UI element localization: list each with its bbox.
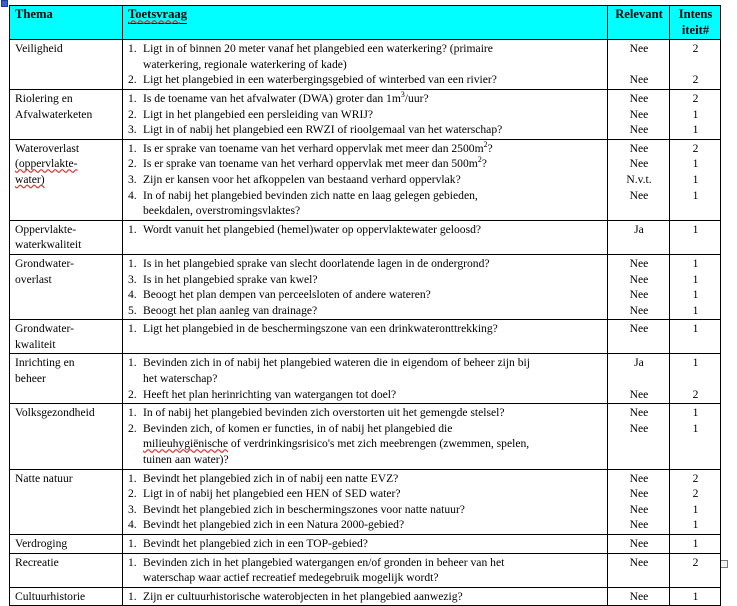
answer-relevant: Nee [629, 537, 649, 550]
answer-intensiteit: 1 [692, 157, 699, 171]
table-row [10, 354, 721, 404]
question-item [128, 156, 603, 172]
question-line: Is er sprake van toename van het verhard oppervlak met meer dan $2500m^2$? [143, 139, 493, 155]
answer-intensiteit: 2 [692, 73, 699, 87]
question-number: 1. [128, 256, 137, 270]
cell-thema [10, 404, 123, 469]
answer-intensiteit: 1 [692, 537, 699, 550]
question-line: Bevindt het plangebied zich in een TOP-gebied? [143, 537, 368, 550]
table-row [10, 254, 721, 319]
answer-relevant: Nee [629, 555, 649, 569]
question-number: 1. [128, 406, 137, 420]
cell-thema [10, 535, 123, 554]
question-number: 1. [128, 322, 137, 336]
question-number: 2. [128, 107, 137, 121]
question-line: Bevinden zich in het plangebied watergangen en/of gronden in beheer van het [143, 555, 505, 569]
question-item [128, 517, 603, 533]
question-line: Bevindt het plangebied zich in een Natura 2000-gebied? [143, 518, 405, 532]
cell-relevant [608, 254, 670, 319]
question-number: 1. [128, 91, 137, 105]
column-header-toetsvraag-label: Toetsvraag [128, 7, 187, 24]
question-line: waterkering, regionale waterkering of kade) [143, 57, 347, 71]
thema-line: kwaliteit [15, 337, 56, 351]
cell-relevant [608, 320, 670, 354]
cell-intensiteit [670, 320, 721, 354]
cell-intensiteit [670, 40, 721, 90]
cell-thema [10, 40, 123, 90]
cell-relevant [608, 553, 670, 587]
thema-line: Cultuurhistorie [15, 589, 86, 603]
question-line: tuinen aan water)? [143, 453, 229, 467]
answer-relevant: Nee [629, 42, 649, 56]
cell-intensiteit [670, 553, 721, 587]
question-line: Zijn er cultuurhistorische waterobjecten in het plangebied aanwezig? [143, 589, 463, 603]
answer-relevant: Nee [629, 502, 649, 516]
question-number: 4. [128, 518, 137, 532]
thema-line: Inrichting en [15, 356, 75, 370]
question-number: 2. [128, 387, 137, 401]
thema-line: Grondwater- [15, 256, 74, 270]
column-header-thema-label: Thema [15, 7, 53, 21]
question-item [128, 222, 603, 253]
thema-line: (oppervlakte- [15, 157, 78, 171]
answer-intensiteit: 2 [692, 387, 699, 401]
cell-toetsvraag [123, 587, 608, 606]
answer-relevant: Nee [629, 303, 649, 317]
cell-relevant [608, 354, 670, 404]
cell-relevant [608, 535, 670, 554]
answer-relevant: Nee [629, 188, 649, 202]
thema-line: Afvalwaterketen [15, 107, 93, 121]
thema-line: Recreatie [15, 555, 59, 569]
answer-relevant: Nee [629, 157, 649, 171]
question-line: In of nabij het plangebied bevinden zich natte en laag gelegen gebieden, [143, 188, 478, 202]
header-row [10, 6, 721, 40]
question-line: Bevindt het plangebied zich in beschermingszones voor natte natuur? [143, 502, 465, 516]
cell-thema [10, 254, 123, 319]
thema-line: Verdroging [15, 537, 68, 550]
question-line: milieuhygiënische of verdrinkingsrisico's met zich meebrengen (zwemmen, spelen, [143, 437, 530, 451]
blank-line [143, 237, 603, 253]
question-number: 3. [128, 502, 137, 516]
cell-relevant [608, 139, 670, 220]
question-number: 1. [128, 589, 137, 603]
answer-intensiteit: 1 [692, 172, 699, 186]
question-line: Is in het plangebied sprake van slecht doorlatende lagen in de ondergrond? [143, 256, 490, 270]
cell-intensiteit [670, 220, 721, 254]
question-line: Beoogt het plan dempen van perceelsloten of andere wateren? [143, 288, 431, 302]
table-row [10, 89, 721, 139]
column-header-toetsvraag [123, 6, 608, 40]
selection-handle-bottom-right[interactable] [720, 560, 728, 568]
question-number: 2. [128, 157, 137, 171]
question-line: Ligt in of binnen 20 meter vanaf het plangebied een waterkering? (primaire [143, 42, 493, 56]
cell-toetsvraag [123, 535, 608, 554]
answer-intensiteit: 1 [692, 502, 699, 516]
thema-line: beheer [15, 372, 46, 386]
answer-intensiteit: 1 [692, 421, 699, 435]
question-line: Bevindt het plangebied zich in of nabij een natte EVZ? [143, 471, 399, 485]
answer-intensiteit: 2 [692, 42, 699, 56]
answer-relevant: N.v.t. [626, 172, 652, 186]
cell-toetsvraag [123, 354, 608, 404]
question-number: 1. [128, 356, 137, 370]
question-number: 1. [128, 141, 137, 155]
question-line: waterschap waar actief recreatief medegebruik mogelijk wordt? [143, 571, 439, 585]
cell-toetsvraag [123, 553, 608, 587]
question-number: 2. [128, 73, 137, 87]
document-sheet [9, 5, 720, 606]
answer-intensiteit: 1 [692, 518, 699, 532]
table-body [10, 40, 721, 606]
cell-intensiteit [670, 354, 721, 404]
cell-toetsvraag [123, 220, 608, 254]
question-item [128, 387, 603, 403]
table-row [10, 220, 721, 254]
thema-line: Riolering en [15, 91, 73, 105]
answer-intensiteit: 1 [692, 272, 699, 286]
answer-relevant: Nee [629, 272, 649, 286]
cell-relevant [608, 404, 670, 469]
cell-intensiteit [670, 587, 721, 606]
cell-toetsvraag [123, 320, 608, 354]
question-item [128, 122, 603, 138]
thema-line: Volksgezondheid [15, 406, 95, 420]
table-row [10, 587, 721, 606]
question-line: Ligt in of nabij het plangebied een HEN of SED water? [143, 487, 401, 501]
answer-intensiteit: 1 [692, 356, 699, 370]
cell-thema [10, 320, 123, 354]
column-header-intensiteit-line1: Intens [678, 7, 713, 21]
question-number: 1. [128, 222, 137, 236]
question-number: 3. [128, 272, 137, 286]
question-item [128, 141, 603, 157]
question-item [128, 107, 603, 123]
column-header-relevant-label: Relevant [615, 7, 663, 21]
question-line: Heeft het plan herinrichting van watergangen tot doel? [143, 387, 397, 401]
table-row [10, 535, 721, 554]
answer-relevant: Nee [629, 421, 649, 435]
cell-intensiteit [670, 469, 721, 534]
question-item [128, 287, 603, 303]
answer-relevant: Nee [629, 141, 649, 155]
question-line: Is de toename van het afvalwater (DWA) groter dan $1m^3$/uur? [143, 90, 429, 105]
cell-toetsvraag [123, 469, 608, 534]
question-number: 4. [128, 188, 137, 202]
question-line: In of nabij het plangebied bevinden zich overstorten uit het gemengde stelsel? [143, 406, 505, 420]
question-item [128, 355, 603, 386]
question-line: Ligt het plangebied in een waterbergingsgebied of winterbed van een rivier? [143, 73, 497, 87]
thema-line: water) [15, 172, 45, 186]
cell-thema [10, 469, 123, 534]
cell-relevant [608, 89, 670, 139]
question-line: Beoogt het plan aanleg van drainage? [143, 303, 318, 317]
answer-relevant: Nee [629, 91, 649, 105]
column-header-thema [10, 6, 123, 40]
question-item [128, 321, 603, 352]
cell-thema [10, 220, 123, 254]
answer-intensiteit: 1 [692, 256, 699, 270]
answer-intensiteit: 1 [692, 188, 699, 202]
question-line: beekdalen, overstromingsvlaktes? [143, 204, 301, 218]
question-number: 1. [128, 555, 137, 569]
question-line: Wordt vanuit het plangebied (hemel)water op oppervlaktewater geloosd? [143, 222, 482, 236]
question-item [128, 471, 603, 487]
question-item [128, 72, 603, 88]
cell-toetsvraag [123, 139, 608, 220]
question-item [128, 555, 603, 586]
thema-line: waterkwaliteit [15, 238, 82, 252]
question-item [128, 589, 603, 605]
question-item [128, 256, 603, 272]
table-row [10, 404, 721, 469]
blank-line [143, 337, 603, 353]
question-line: Ligt in of nabij het plangebied een RWZI of rioolgemaal van het waterschap? [143, 123, 503, 137]
question-item [128, 272, 603, 288]
answer-relevant: Nee [629, 387, 649, 401]
cell-relevant [608, 469, 670, 534]
question-item [128, 303, 603, 319]
question-number: 5. [128, 303, 137, 317]
thema-line: Oppervlakte- [15, 222, 77, 236]
table-row [10, 469, 721, 534]
cell-thema [10, 587, 123, 606]
selection-handle-top-left[interactable] [1, 0, 8, 7]
cell-thema [10, 89, 123, 139]
cell-toetsvraag [123, 89, 608, 139]
answer-relevant: Nee [629, 107, 649, 121]
answer-intensiteit: 1 [692, 406, 699, 420]
answer-relevant: Nee [629, 406, 649, 420]
table-row [10, 40, 721, 90]
question-item [128, 502, 603, 518]
question-item [128, 188, 603, 219]
table-header [10, 6, 721, 40]
question-item [128, 405, 603, 421]
answer-relevant: Nee [629, 288, 649, 302]
answer-intensiteit: 1 [692, 222, 699, 236]
cell-relevant [608, 220, 670, 254]
answer-relevant: Nee [629, 487, 649, 501]
column-header-relevant [608, 6, 670, 40]
watertoets-checklist-table [9, 5, 721, 606]
table-row [10, 139, 721, 220]
question-line: Is er sprake van toename van het verhard oppervlak met meer dan $500m^2$? [143, 155, 487, 171]
question-line: Is in het plangebied sprake van kwel? [143, 272, 318, 286]
question-number: 3. [128, 172, 137, 186]
thema-line: Grondwater- [15, 322, 74, 336]
cell-thema [10, 354, 123, 404]
answer-intensiteit: 1 [692, 123, 699, 137]
thema-line: Natte natuur [15, 471, 73, 485]
answer-intensiteit: 2 [692, 91, 699, 105]
answer-intensiteit: 2 [692, 471, 699, 485]
answer-relevant: Nee [629, 322, 649, 336]
cell-intensiteit [670, 535, 721, 554]
cell-toetsvraag [123, 254, 608, 319]
question-number: 2. [128, 421, 137, 435]
question-item [128, 486, 603, 502]
question-line: Zijn er kansen voor het afkoppelen van bestaand verhard oppervlak? [143, 172, 461, 186]
answer-relevant: Ja [634, 222, 644, 236]
thema-line: Veiligheid [15, 42, 63, 56]
answer-relevant: Nee [629, 73, 649, 87]
thema-line: Wateroverlast [15, 141, 80, 155]
cell-intensiteit [670, 89, 721, 139]
cell-relevant [608, 587, 670, 606]
answer-intensiteit: 1 [692, 303, 699, 317]
answer-relevant: Nee [629, 471, 649, 485]
answer-intensiteit: 1 [692, 589, 699, 603]
column-header-intensiteit [670, 6, 721, 40]
question-item [128, 41, 603, 72]
answer-intensiteit: 2 [692, 555, 699, 569]
question-item [128, 421, 603, 468]
answer-relevant: Nee [629, 518, 649, 532]
question-number: 1. [128, 42, 137, 56]
cell-relevant [608, 40, 670, 90]
question-line: Ligt het plangebied in de beschermingszone van een drinkwateronttrekking? [143, 322, 498, 336]
question-number: 3. [128, 123, 137, 137]
question-number: 4. [128, 288, 137, 302]
cell-toetsvraag [123, 40, 608, 90]
answer-relevant: Nee [629, 589, 649, 603]
answer-relevant: Ja [634, 356, 644, 370]
question-line: Ligt in het plangebied een persleiding van WRIJ? [143, 107, 373, 121]
thema-line: overlast [15, 272, 52, 286]
cell-toetsvraag [123, 404, 608, 469]
cell-intensiteit [670, 404, 721, 469]
question-number: 1. [128, 471, 137, 485]
question-item [128, 536, 603, 552]
answer-intensiteit: 2 [692, 487, 699, 501]
answer-intensiteit: 2 [692, 141, 699, 155]
cell-intensiteit [670, 139, 721, 220]
table-row [10, 553, 721, 587]
answer-intensiteit: 1 [692, 107, 699, 121]
answer-relevant: Nee [629, 256, 649, 270]
cell-intensiteit [670, 254, 721, 319]
answer-relevant: Nee [629, 123, 649, 137]
answer-intensiteit: 1 [692, 322, 699, 336]
question-line: Bevinden zich in of nabij het plangebied wateren die in eigendom of beheer zijn bij [143, 356, 530, 370]
table-row [10, 320, 721, 354]
question-item [128, 172, 603, 188]
answer-intensiteit: 1 [692, 288, 699, 302]
cell-thema [10, 553, 123, 587]
question-item [128, 91, 603, 107]
question-number: 1. [128, 537, 137, 550]
question-line: het waterschap? [143, 372, 218, 386]
cell-thema [10, 139, 123, 220]
column-header-intensiteit-line2: iteit# [681, 22, 710, 37]
question-number: 2. [128, 487, 137, 501]
question-line: Bevinden zich, of komen er functies, in of nabij het plangebied die [143, 421, 453, 435]
